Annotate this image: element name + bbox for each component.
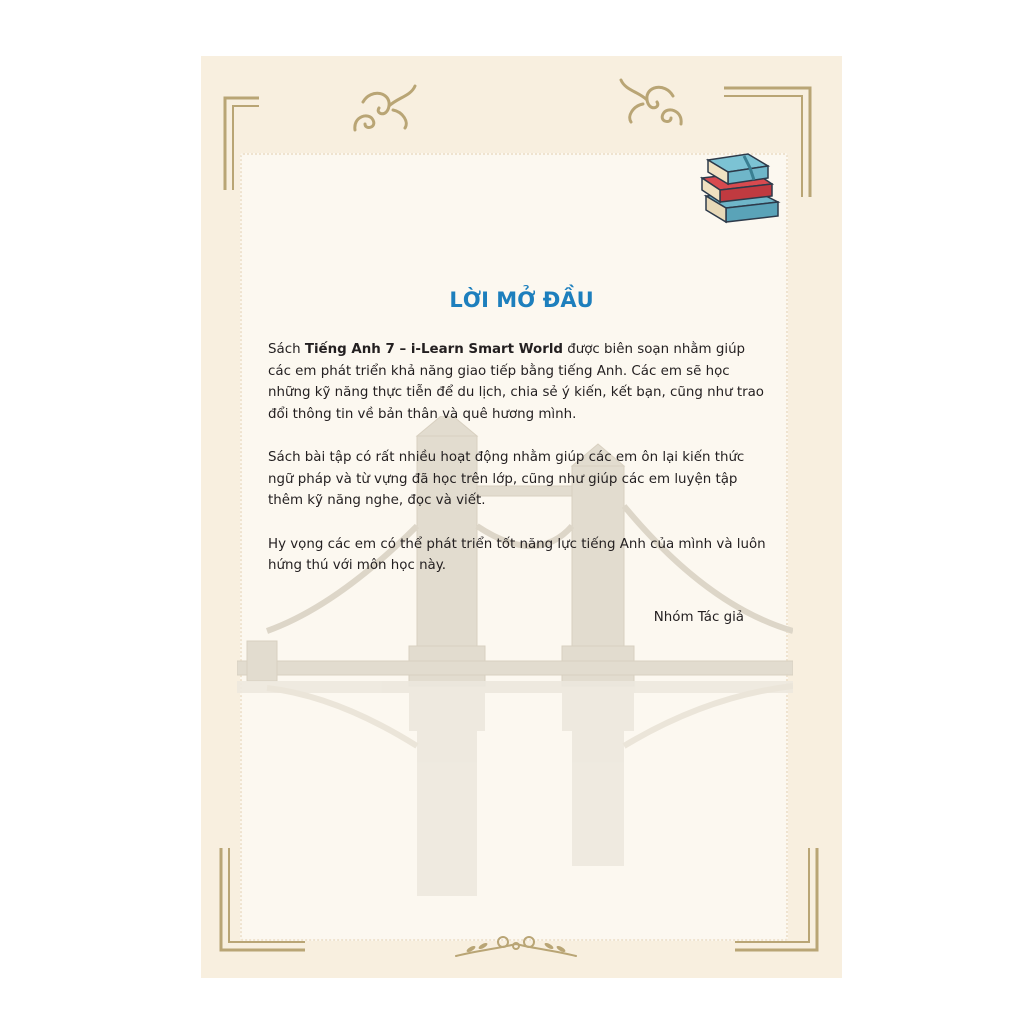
book-stack-icon <box>698 150 784 226</box>
paragraph-intro <box>268 339 768 425</box>
scroll-flourish-icon <box>349 80 421 136</box>
paragraph-workbook: Sách bài tập có rất nhiều hoạt động nhằm giúp các em ôn lại kiến thức ngữ pháp và từ vựng đã học trên lớp, cũng như giúp các em luyện tập thêm kỹ năng nghe, đọc và viết. <box>268 450 745 508</box>
corner-frame-icon <box>733 846 821 954</box>
corner-frame-icon <box>221 94 261 192</box>
scroll-flourish-icon <box>615 74 687 130</box>
book-page <box>201 56 842 978</box>
paragraph-intro-rest: được biên soạn nhằm giúp các em phát triển khả năng giao tiếp bằng tiếng Anh. Các em sẽ học những kỹ năng thực tiễn để du lịch, chia sẻ ý kiến, kết bạn, cũng như trao đổi thông tin về bản thân và quê hương mình. <box>268 342 764 422</box>
paragraph-hope: Hy vọng các em có thể phát triển tốt năng lực tiếng Anh của mình và luôn hứng thú với môn học này. <box>268 536 766 573</box>
page-title: LỜI MỞ ĐẦU <box>449 288 594 312</box>
signature: Nhóm Tác giả <box>653 610 744 625</box>
laurel-divider-icon <box>451 932 581 962</box>
paragraph-intro-prefix: Sách <box>268 342 305 357</box>
book-title: Tiếng Anh 7 – i-Learn Smart World <box>304 342 563 357</box>
preface-body <box>268 339 768 599</box>
corner-frame-icon <box>217 846 307 954</box>
